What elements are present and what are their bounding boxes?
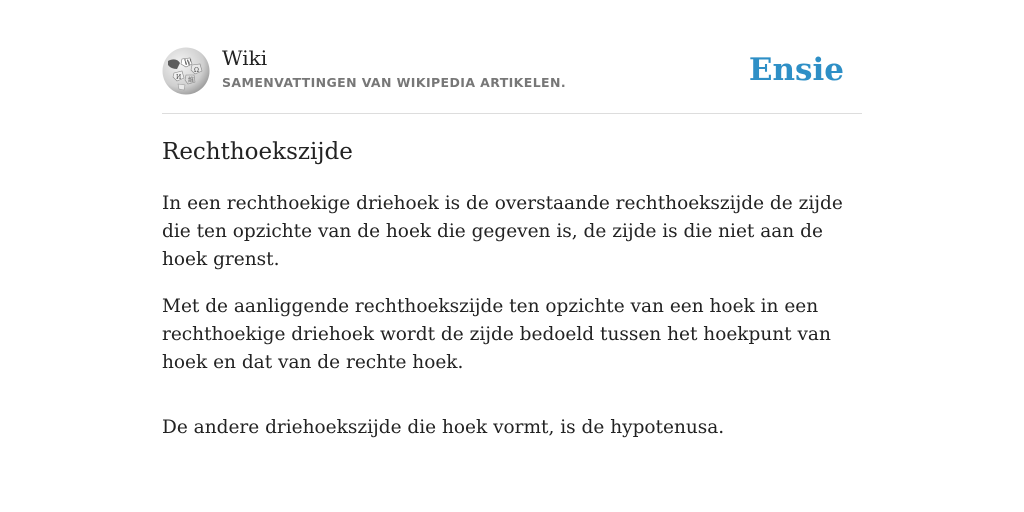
- svg-text:維: 維: [188, 77, 195, 84]
- page-container: [162, 0, 862, 438]
- article-paragraph: De andere driehoekszijde die hoek vormt, is de hypotenusa.: [162, 417, 725, 438]
- article-paragraph: Met de aanliggende rechthoekszijde ten opzichte van een hoek in een rechthoekige driehoek wordt de zijde bedoeld tussen het hoekpunt van hoek en dat van de rechte hoek.: [162, 296, 831, 373]
- svg-text:W: W: [184, 59, 192, 67]
- ensie-brand-logo[interactable]: Ensie: [748, 52, 844, 88]
- site-tagline: SAMENVATTINGEN VAN WIKIPEDIA ARTIKELEN.: [222, 75, 567, 90]
- article-paragraph: In een rechthoekige driehoek is de overstaande rechthoekszijde de zijde die ten opzichte van de hoek die gegeven is, de zijde is die niet aan de hoek grenst.: [162, 193, 843, 270]
- site-title[interactable]: Wiki: [222, 46, 268, 70]
- site-header: [162, 0, 862, 114]
- article-body: [162, 190, 862, 461]
- svg-text:И: И: [176, 74, 182, 81]
- svg-text:Ω: Ω: [194, 67, 199, 74]
- article-title: Rechthoekszijde: [162, 139, 353, 165]
- wikipedia-globe-icon[interactable]: [162, 47, 210, 95]
